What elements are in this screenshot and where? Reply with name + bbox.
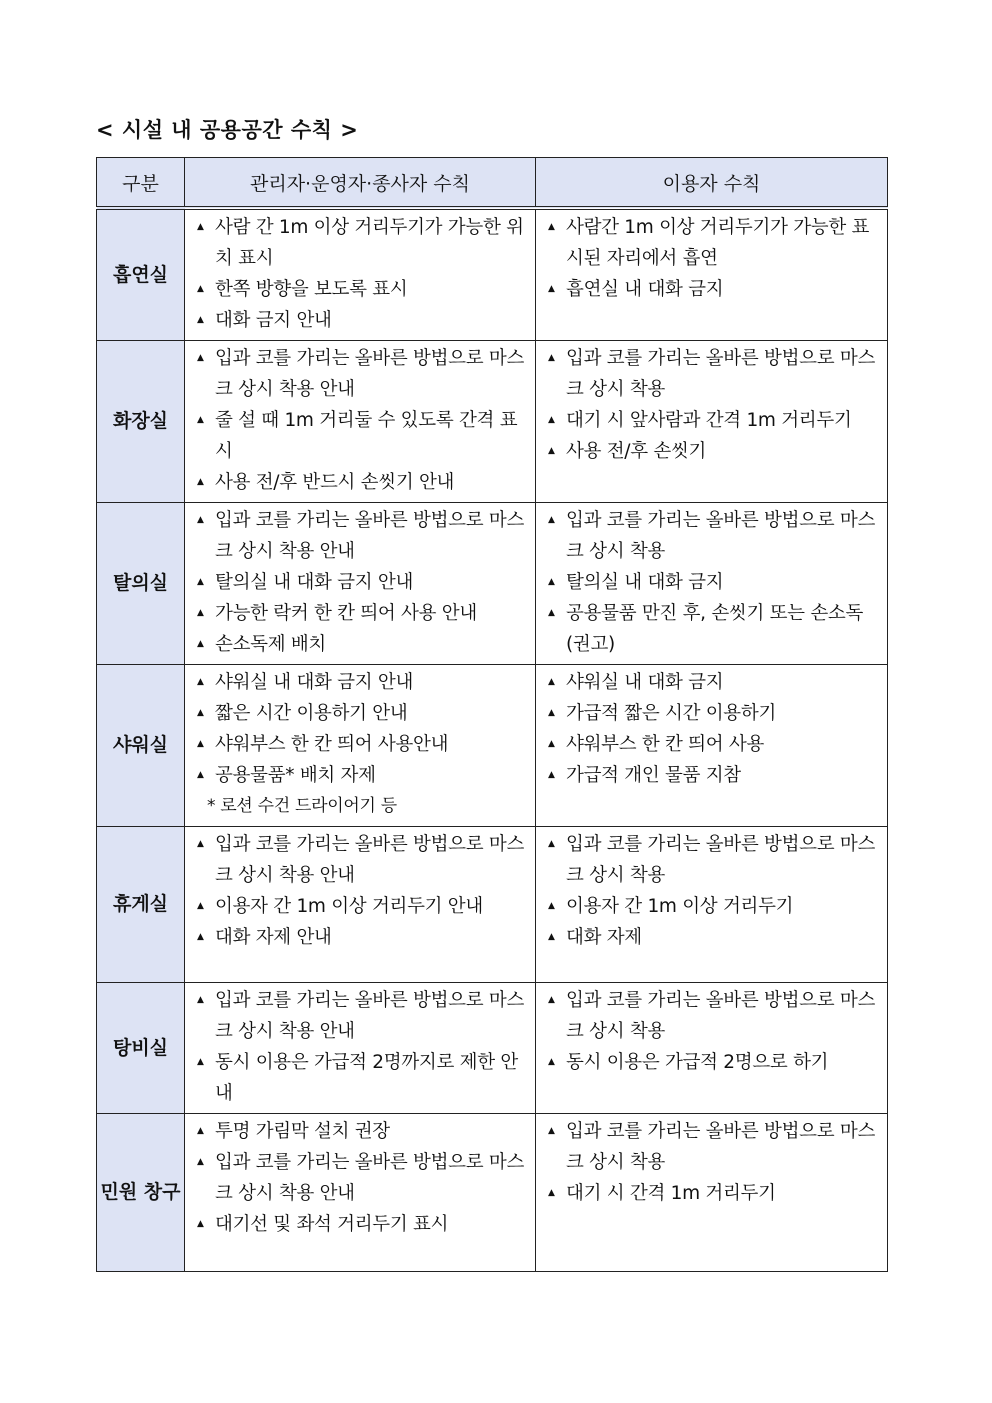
table-row: [97, 341, 888, 503]
section-title: < 시설 내 공용공간 수칙 >: [96, 118, 359, 142]
rule-item: ▲ 샤워부스 한 칸 띄어 사용안내: [197, 729, 529, 760]
rule-item: ▲ 탈의실 내 대화 금지: [548, 567, 881, 598]
manager-rules-cell: [185, 503, 536, 665]
rule-item: ▲ 입과 코를 가리는 올바른 방법으로 마스크 상시 착용: [548, 343, 881, 405]
table-row: [97, 1114, 888, 1272]
rule-item: ▲ 이용자 간 1m 이상 거리두기 안내: [197, 891, 529, 922]
header-category: 구분: [97, 158, 185, 209]
row-category: 흡연실: [97, 208, 185, 341]
rule-list: [548, 212, 881, 305]
rule-list: [548, 505, 881, 660]
rule-list: [197, 505, 529, 660]
rule-item: ▲ 사용 전/후 반드시 손씻기 안내: [197, 467, 529, 498]
rule-item: ▲ 대기선 및 좌석 거리두기 표시: [197, 1209, 529, 1240]
user-rules-cell: [536, 341, 888, 503]
table-header: [97, 158, 888, 209]
rule-item: ▲ 짧은 시간 이용하기 안내: [197, 698, 529, 729]
rule-item: ▲ 손소독제 배치: [197, 629, 529, 660]
rule-item: ▲ 동시 이용은 가급적 2명으로 하기: [548, 1047, 881, 1078]
rule-item: ▲ 입과 코를 가리는 올바른 방법으로 마스크 상시 착용: [548, 505, 881, 567]
rule-item: ▲ 투명 가림막 설치 권장: [197, 1116, 529, 1147]
rule-list: [197, 343, 529, 498]
rule-item: ▲ 대화 자제 안내: [197, 922, 529, 953]
rule-item: ▲ 흡연실 내 대화 금지: [548, 274, 881, 305]
rule-list: [197, 829, 529, 953]
rule-list: [548, 1116, 881, 1209]
rule-list: [197, 1116, 529, 1240]
rule-item: ▲ 입과 코를 가리는 올바른 방법으로 마스크 상시 착용 안내: [197, 985, 529, 1047]
table-row: [97, 208, 888, 341]
user-rules-cell: [536, 665, 888, 827]
rule-item: ▲ 탈의실 내 대화 금지 안내: [197, 567, 529, 598]
rule-item: ▲ 가능한 락커 한 칸 띄어 사용 안내: [197, 598, 529, 629]
user-rules-cell: [536, 503, 888, 665]
rule-item: ▲ 입과 코를 가리는 올바른 방법으로 마스크 상시 착용: [548, 1116, 881, 1178]
rule-item: ▲ 사람간 1m 이상 거리두기가 가능한 표시된 자리에서 흡연: [548, 212, 881, 274]
rule-item: ▲ 입과 코를 가리는 올바른 방법으로 마스크 상시 착용: [548, 985, 881, 1047]
rule-item: ▲ 입과 코를 가리는 올바른 방법으로 마스크 상시 착용 안내: [197, 829, 529, 891]
rule-list: [197, 667, 529, 822]
row-category: 탈의실: [97, 503, 185, 665]
table-row: [97, 503, 888, 665]
rule-list: [197, 985, 529, 1109]
rule-list: [548, 985, 881, 1078]
rule-item: ▲ 가급적 짧은 시간 이용하기: [548, 698, 881, 729]
row-category: 휴게실: [97, 827, 185, 983]
rule-item: ▲ 공용물품* 배치 자제: [197, 760, 529, 791]
rule-list: [548, 343, 881, 467]
header-manager-rules: 관리자·운영자·종사자 수칙: [185, 158, 536, 209]
rule-item: ▲ 가급적 개인 물품 지참: [548, 760, 881, 791]
header-user-rules: 이용자 수칙: [536, 158, 888, 209]
rule-item: ▲ 대화 금지 안내: [197, 305, 529, 336]
rule-item: ▲ 샤워부스 한 칸 띄어 사용: [548, 729, 881, 760]
row-category: 화장실: [97, 341, 185, 503]
rule-item: ▲ 한쪽 방향을 보도록 표시: [197, 274, 529, 305]
table-row: [97, 665, 888, 827]
manager-rules-cell: [185, 341, 536, 503]
table-row: [97, 983, 888, 1114]
row-category: 탕비실: [97, 983, 185, 1114]
rule-item: ▲ 사람 간 1m 이상 거리두기가 가능한 위치 표시: [197, 212, 529, 274]
rule-item: ▲ 입과 코를 가리는 올바른 방법으로 마스크 상시 착용 안내: [197, 343, 529, 405]
rule-item: ▲ 대기 시 간격 1m 거리두기: [548, 1178, 881, 1209]
manager-rules-cell: [185, 208, 536, 341]
rule-list: [548, 829, 881, 953]
manager-rules-cell: [185, 1114, 536, 1272]
user-rules-cell: [536, 1114, 888, 1272]
manager-rules-cell: [185, 665, 536, 827]
rule-item: ▲ 줄 설 때 1m 거리둘 수 있도록 간격 표시: [197, 405, 529, 467]
rule-footnote: * 로션 수건 드라이어기 등: [207, 796, 397, 816]
rule-item: ▲ 이용자 간 1m 이상 거리두기: [548, 891, 881, 922]
rule-item: ▲ 대화 자제: [548, 922, 881, 953]
manager-rules-cell: [185, 827, 536, 983]
rule-item: ▲ 대기 시 앞사람과 간격 1m 거리두기: [548, 405, 881, 436]
rule-item: ▲ 공용물품 만진 후, 손씻기 또는 손소독(권고): [548, 598, 881, 660]
rule-item: ▲ 사용 전/후 손씻기: [548, 436, 881, 467]
rule-item: ▲ 샤워실 내 대화 금지: [548, 667, 881, 698]
row-category: 민원 창구: [97, 1114, 185, 1272]
rules-table: [96, 157, 888, 1272]
rule-item: ▲ 입과 코를 가리는 올바른 방법으로 마스크 상시 착용 안내: [197, 1147, 529, 1209]
table-body: [97, 208, 888, 1272]
manager-rules-cell: [185, 983, 536, 1114]
user-rules-cell: [536, 827, 888, 983]
rule-list: [197, 212, 529, 336]
user-rules-cell: [536, 208, 888, 341]
rule-item: ▲ 입과 코를 가리는 올바른 방법으로 마스크 상시 착용 안내: [197, 505, 529, 567]
row-category: 샤워실: [97, 665, 185, 827]
rule-item: ▲ 샤워실 내 대화 금지 안내: [197, 667, 529, 698]
user-rules-cell: [536, 983, 888, 1114]
rule-item: ▲ 입과 코를 가리는 올바른 방법으로 마스크 상시 착용: [548, 829, 881, 891]
rule-list: [548, 667, 881, 791]
rule-item: ▲ 동시 이용은 가급적 2명까지로 제한 안내: [197, 1047, 529, 1109]
table-row: [97, 827, 888, 983]
